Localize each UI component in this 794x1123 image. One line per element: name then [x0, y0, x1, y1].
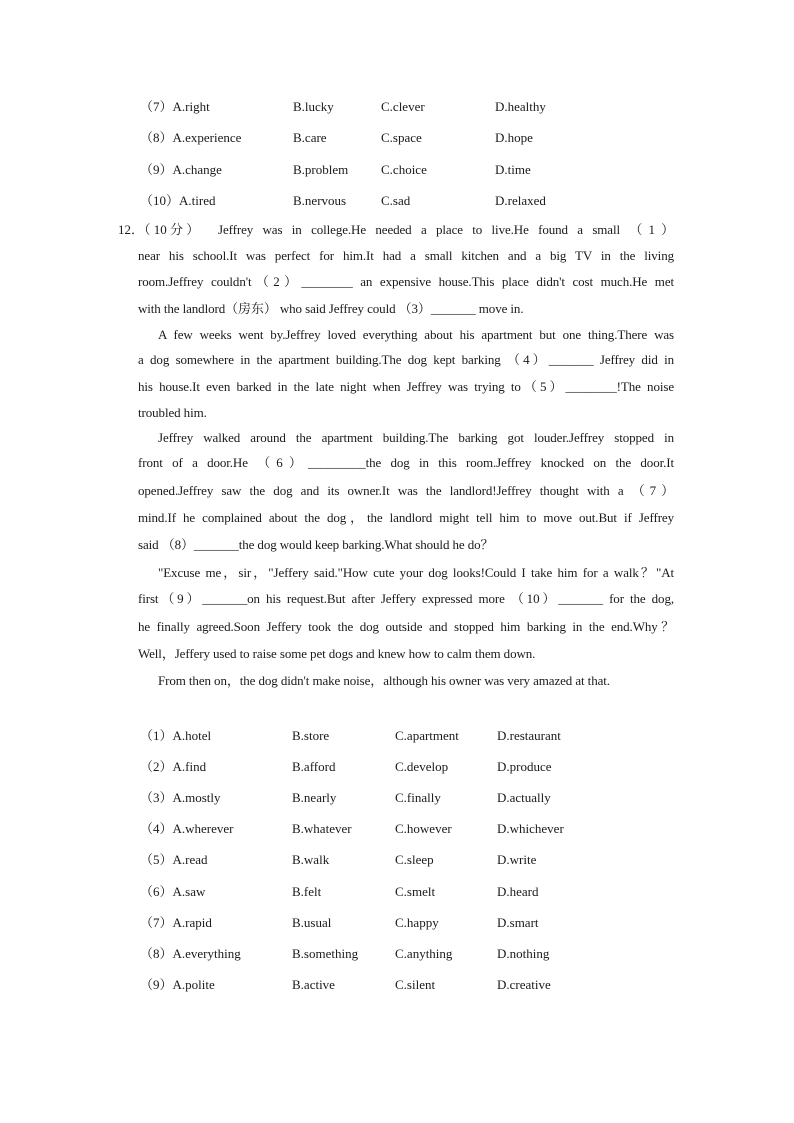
option-c: C.choice — [381, 162, 427, 177]
option-b: B.whatever — [292, 821, 352, 836]
option-c: C.however — [395, 821, 452, 836]
option-d: D.write — [497, 852, 537, 867]
option-a: （5）A.read — [140, 852, 208, 867]
passage-line: room.Jeffrey couldn't（2）________ an expensive house.This place didn't cost much.He met — [138, 274, 674, 289]
option-a: （2）A.find — [140, 759, 207, 774]
passage-line: a dog somewhere in the apartment building.The dog kept barking （4）_______ Jeffrey did in — [138, 352, 674, 367]
option-d: D.actually — [497, 790, 551, 805]
option-c: C.sleep — [395, 852, 434, 867]
option-d: D.time — [495, 162, 531, 177]
option-d: D.creative — [497, 977, 551, 992]
option-c: C.silent — [395, 977, 436, 992]
option-b: B.walk — [292, 852, 330, 867]
option-c: C.apartment — [395, 728, 459, 743]
option-row — [0, 160, 794, 180]
passage-line: near his school.It was perfect for him.It had a small kitchen and a big TV in the living — [138, 248, 674, 263]
option-row — [0, 191, 794, 211]
option-d: D.nothing — [497, 946, 550, 961]
option-row — [0, 97, 794, 117]
option-b: B.lucky — [293, 99, 334, 114]
option-b: B.nearly — [292, 790, 337, 805]
passage-line: troubled him. — [138, 405, 207, 420]
option-row — [0, 128, 794, 148]
option-c: C.clever — [381, 99, 425, 114]
option-a: （7）A.right — [140, 99, 210, 114]
option-b: B.usual — [292, 915, 332, 930]
passage-line: mind.If he complained about the dog，the landlord might tell him to move out.But if Jeffrey — [138, 510, 674, 525]
option-d: D.produce — [497, 759, 552, 774]
option-a: （8）A.everything — [140, 946, 241, 961]
passage-line: said （8）_______the dog would keep barking.What should he do？ — [138, 537, 494, 552]
option-row — [0, 819, 794, 839]
passage-line: his house.It even barked in the late night when Jeffrey was trying to（5）________!The noise — [138, 379, 674, 394]
option-a: （7）A.rapid — [140, 915, 212, 930]
option-c: C.anything — [395, 946, 453, 961]
option-a: （4）A.wherever — [140, 821, 234, 836]
option-a: （10）A.tired — [140, 193, 216, 208]
question-number: 12．（ 10 分 ） — [118, 222, 200, 237]
option-row — [0, 757, 794, 777]
passage-line: first（9）_______on his request.But after Jeffery expressed more （10）_______ for the dog, — [138, 591, 674, 606]
option-row — [0, 944, 794, 964]
passage-line: front of a door.He （6）_________the dog in this room.Jeffrey knocked on the door.It — [138, 455, 674, 470]
option-d: D.heard — [497, 884, 539, 899]
option-b: B.care — [293, 130, 327, 145]
option-d: D.restaurant — [497, 728, 561, 743]
passage-line: he finally agreed.Soon Jeffery took the dog outside and stopped him barking in the end.Why？ — [138, 619, 674, 634]
option-row — [0, 882, 794, 902]
option-c: C.space — [381, 130, 422, 145]
option-row — [0, 726, 794, 746]
option-b: B.store — [292, 728, 330, 743]
passage-line: opened.Jeffrey saw the dog and its owner.It was the landlord!Jeffrey thought with a （7） — [138, 483, 674, 498]
option-a: （8）A.experience — [140, 130, 242, 145]
passage-line: Jeffrey walked around the apartment building.The barking got louder.Jeffrey stopped in — [158, 430, 674, 445]
option-row — [0, 975, 794, 995]
passage-line: with the landlord（房东） who said Jeffrey could （3）_______ move in. — [138, 301, 524, 316]
option-d: D.whichever — [497, 821, 564, 836]
option-a: （1）A.hotel — [140, 728, 212, 743]
option-a: （9）A.change — [140, 162, 222, 177]
option-c: C.happy — [395, 915, 439, 930]
option-c: C.develop — [395, 759, 449, 774]
option-b: B.something — [292, 946, 359, 961]
option-b: B.felt — [292, 884, 322, 899]
passage-line: "Excuse me，sir，"Jeffery said."How cute your dog looks!Could I take him for a walk？"At — [158, 565, 674, 580]
option-d: D.relaxed — [495, 193, 546, 208]
passage-line: A few weeks went by.Jeffrey loved everything about his apartment but one thing.There was — [158, 327, 674, 342]
option-b: B.nervous — [293, 193, 347, 208]
passage-line: From then on，the dog didn't make noise，although his owner was very amazed at that. — [158, 673, 610, 688]
option-b: B.afford — [292, 759, 336, 774]
option-row — [0, 850, 794, 870]
option-d: D.healthy — [495, 99, 546, 114]
option-row — [0, 913, 794, 933]
option-b: B.problem — [293, 162, 349, 177]
option-a: （3）A.mostly — [140, 790, 221, 805]
option-d: D.hope — [495, 130, 533, 145]
option-a: （6）A.saw — [140, 884, 206, 899]
option-c: C.finally — [395, 790, 441, 805]
option-row — [0, 788, 794, 808]
option-c: C.sad — [381, 193, 411, 208]
option-c: C.smelt — [395, 884, 436, 899]
option-a: （9）A.polite — [140, 977, 215, 992]
option-d: D.smart — [497, 915, 539, 930]
passage-line: Well，Jeffery used to raise some pet dogs and knew how to calm them down. — [138, 646, 536, 661]
passage-line: Jeffrey was in college.He needed a place to live.He found a small （1） — [218, 222, 674, 237]
option-b: B.active — [292, 977, 335, 992]
